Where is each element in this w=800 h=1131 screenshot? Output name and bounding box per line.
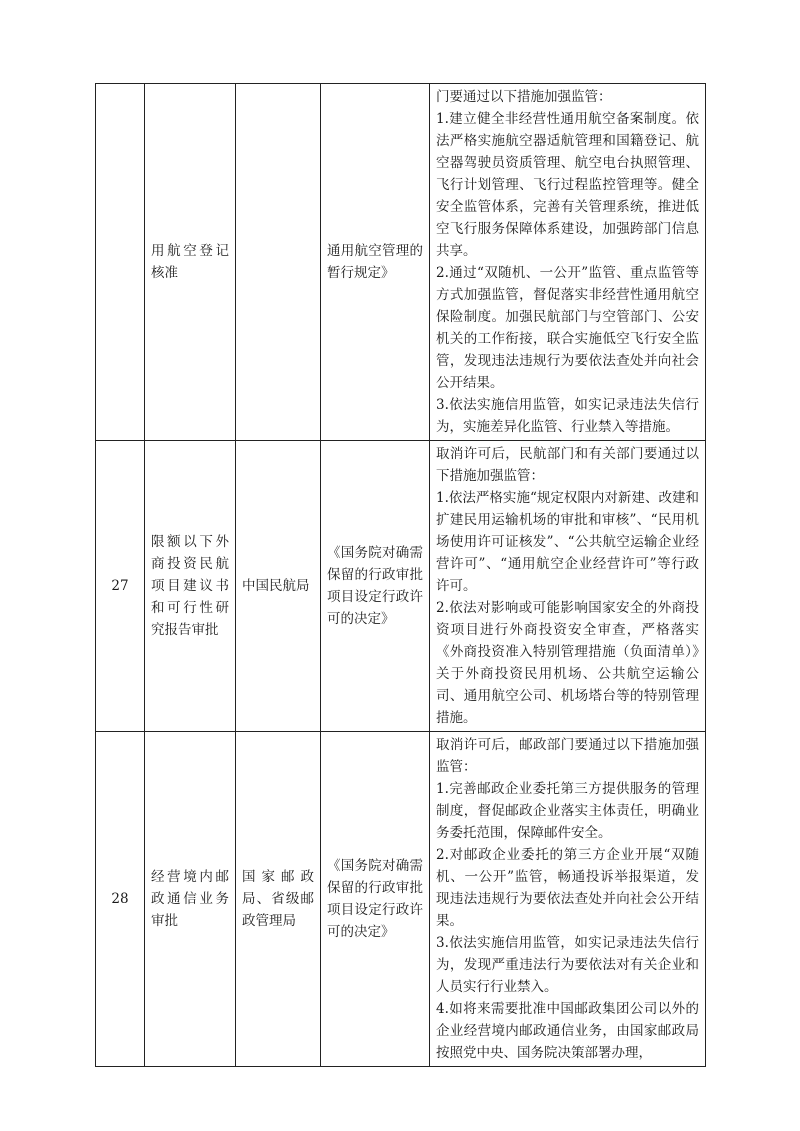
item-basis: 《国务院对确需保留的行政审批项目设定行政许可的决定》 bbox=[321, 441, 430, 732]
item-number: 28 bbox=[96, 732, 145, 1067]
measure-text: 2.通过“双随机、一公开”监管、重点监管等方式加强监管，督促落实非经营性通用航空保险制度。加强民航部门与空管部门、公安机关的工作衔接，联合实施低空飞行安全监管，发现违法违规行为要依法查处并向社会公开结果。 bbox=[436, 265, 699, 391]
table-row bbox=[96, 732, 706, 1067]
item-basis: 通用航空管理的暂行规定》 bbox=[321, 84, 430, 441]
measure-text: 2.依法对影响或可能影响国家安全的外商投资项目进行外商投资安全审查，严格落实《外商投资准入特别管理措施（负面清单）》关于外商投资民用机场、公共航空运输公司、通用航空公司、机场塔台等的特别管理措施。 bbox=[436, 600, 699, 726]
measure-text: 门要通过以下措施加强监管： bbox=[436, 89, 612, 105]
measure-text: 3.依法实施信用监管，如实记录违法失信行为，实施差异化监管、行业禁入等措施。 bbox=[436, 397, 699, 435]
item-number bbox=[96, 84, 145, 441]
measure-text: 取消许可后，民航部门和有关部门要通过以下措施加强监管： bbox=[436, 446, 699, 484]
measure-text: 取消许可后，邮政部门要通过以下措施加强监管： bbox=[436, 737, 699, 775]
item-department: 国家邮政局、省级邮政管理局 bbox=[236, 732, 321, 1067]
measure-text: 3.依法实施信用监管，如实记录违法失信行为，发现严重违法行为要依法对有关企业和人员实行行业禁入。 bbox=[436, 935, 699, 995]
item-name: 限额以下外商投资民航项目建议书和可行性研究报告审批 bbox=[145, 441, 236, 732]
measure-text: 1.依法严格实施“规定权限内对新建、改建和扩建民用运输机场的审批和审核”、“民用机场使用许可证核发”、“公共航空运输企业经营许可”、“通用航空企业经营许可”等行政许可。 bbox=[436, 490, 699, 594]
item-name: 经营境内邮政通信业务审批 bbox=[145, 732, 236, 1067]
item-measures bbox=[430, 441, 706, 732]
measure-text: 1.完善邮政企业委托第三方提供服务的管理制度，督促邮政企业落实主体责任，明确业务委托范围，保障邮件安全。 bbox=[436, 781, 699, 841]
policy-table bbox=[95, 83, 706, 1067]
item-measures bbox=[430, 84, 706, 441]
measure-text: 1.建立健全非经营性通用航空备案制度。依法严格实施航空器适航管理和国籍登记、航空器驾驶员资质管理、航空电台执照管理、飞行计划管理、飞行过程监控管理等。健全安全监管体系，完善有关管理系统，推进低空飞行服务保障体系建设，加强跨部门信息共享。 bbox=[436, 111, 699, 259]
item-department bbox=[236, 84, 321, 441]
item-number: 27 bbox=[96, 441, 145, 732]
measure-text: 4.如将来需要批准中国邮政集团公司以外的企业经营境内邮政通信业务，由国家邮政局按照党中央、国务院决策部署办理， bbox=[436, 1001, 699, 1061]
item-measures bbox=[430, 732, 706, 1067]
item-name: 用航空登记核准 bbox=[145, 84, 236, 441]
table-row bbox=[96, 84, 706, 441]
item-basis: 《国务院对确需保留的行政审批项目设定行政许可的决定》 bbox=[321, 732, 430, 1067]
table-row bbox=[96, 441, 706, 732]
measure-text: 2.对邮政企业委托的第三方企业开展“双随机、一公开”监管，畅通投诉举报渠道，发现违法违规行为要依法查处并向社会公开结果。 bbox=[436, 847, 699, 929]
item-department: 中国民航局 bbox=[236, 441, 321, 732]
